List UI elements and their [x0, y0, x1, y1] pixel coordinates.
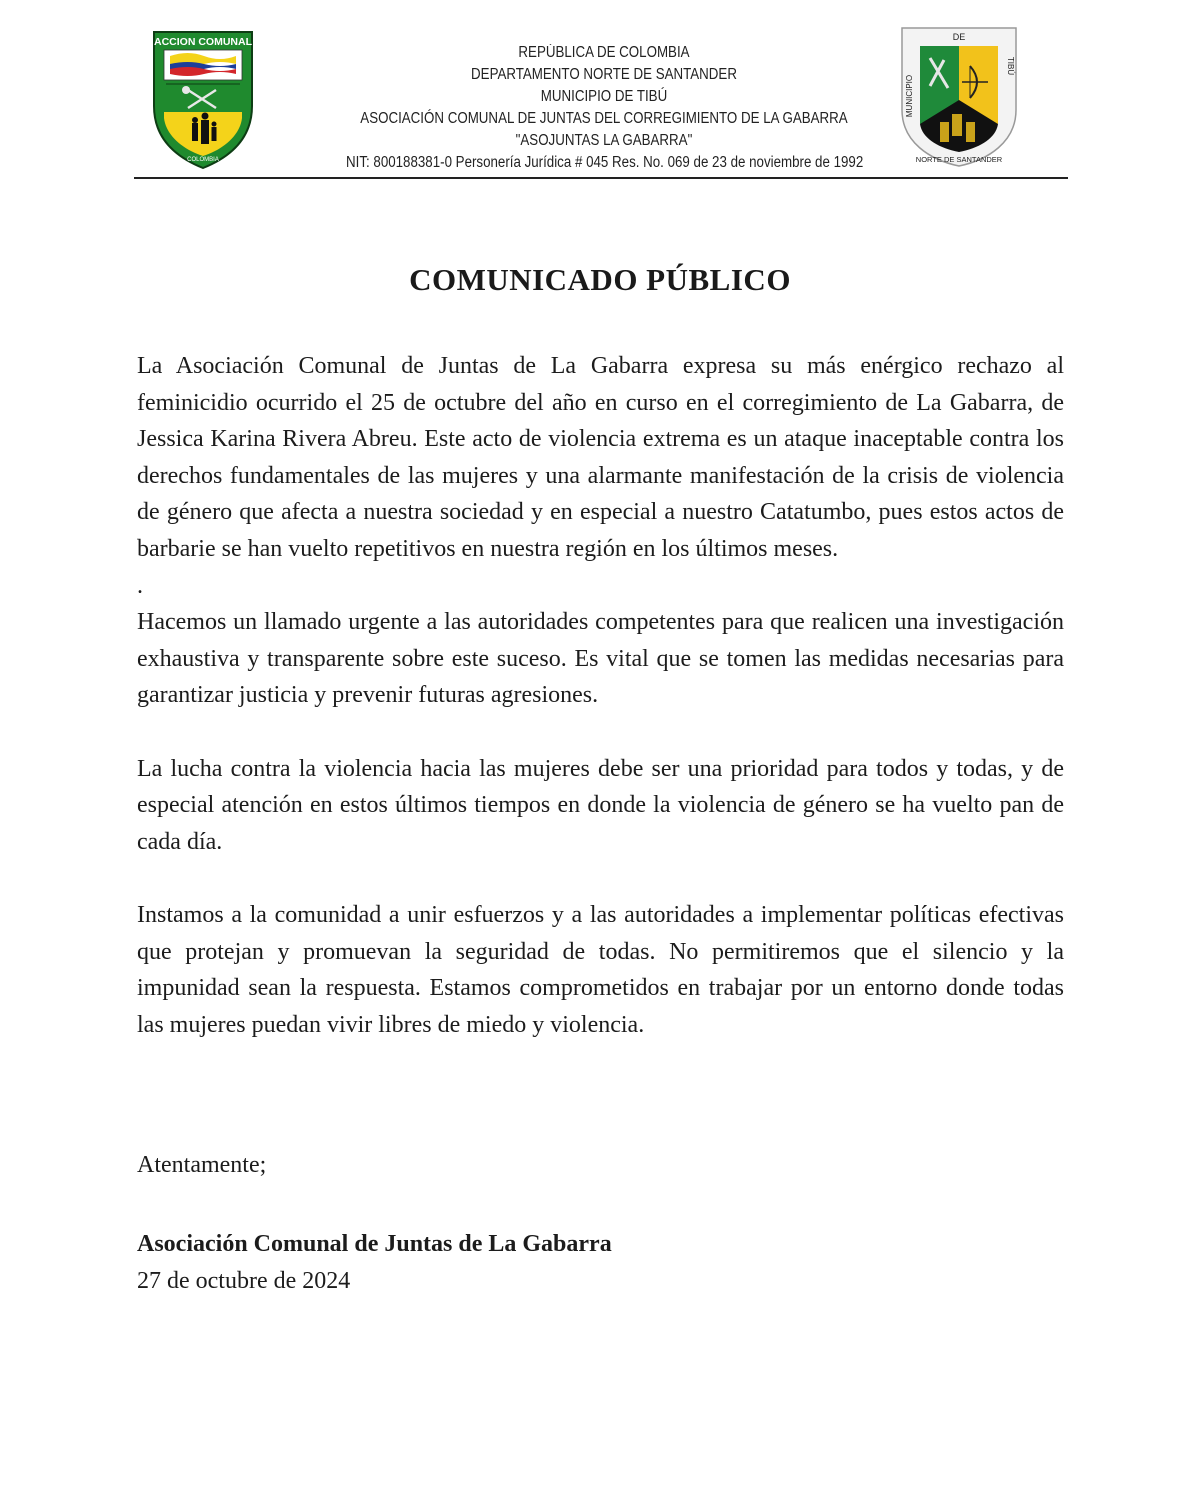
svg-text:MUNICIPIO: MUNICIPIO [905, 74, 914, 118]
header-line-municipality: MUNICIPIO DE TIBÚ [540, 88, 668, 105]
paragraph-4: Instamos a la comunidad a unir esfuerzos y a las autoridades a implementar políticas efectivas que protejan y promuevan la seguridad de todas. No permitiremos que el silencio y la impunidad sean la respuesta. Estamos comprometidos en trabajar por un entorno donde todas las mujeres puedan vivir libres de miedo y violencia. [137, 901, 1064, 1038]
paragraph-1: La Asociación Comunal de Juntas de La Gabarra expresa su más enérgico rechazo al feminicidio ocurrido el 25 de octubre del año en curso en el corregimiento de La Gabarra, de Jessica Karina Rivera Abreu. Este acto de violencia extrema es un ataque inaceptable contra los derechos fundamentales de las mujeres y una alarmante manifestación de la crisis de violencia de género que afecta a nuestra sociedad y en especial a nuestro Catatumbo, pues estos actos de barbarie se han vuelto repetitivos en nuestra región en los últimos meses. [137, 353, 1064, 562]
paragraph-3: La lucha contra la violencia hacia las mujeres debe ser una prioridad para todos y todas, y de especial atención en estos últimos tiempos en donde la violencia de género se ha vuelto pan de cada día. [137, 755, 1064, 855]
svg-text:COLOMBIA: COLOMBIA [187, 157, 219, 163]
header-line-nit: NIT: 800188381-0 Personería Jurídica # 045 Res. No. 069 de 23 de noviembre de 1992 [346, 154, 864, 171]
stray-period: . [137, 572, 143, 599]
closing-salutation: Atentamente; [137, 1152, 267, 1178]
header-line-country: REPÚBLICA DE COLOMBIA [518, 44, 690, 61]
document-title: COMUNICADO PÚBLICO [409, 262, 791, 297]
svg-text:TIBÚ: TIBÚ [1006, 56, 1015, 76]
header-line-association: ASOCIACIÓN COMUNAL DE JUNTAS DEL CORREGIMIENTO DE LA GABARRA [360, 110, 848, 127]
paragraph-2: Hacemos un llamado urgente a las autoridades competentes para que realicen una investigación exhaustiva y transparente sobre este suceso. Es vital que se tomen las medidas necesarias para garantizar justicia y prevenir futuras agresiones. [137, 609, 1064, 709]
signature-date: 27 de octubre de 2024 [137, 1268, 351, 1294]
municipio-tibu-shield-icon [900, 26, 1018, 168]
header-divider [134, 177, 1068, 179]
accion-comunal-shield-icon [150, 28, 256, 170]
header-line-acronym: "ASOJUNTAS LA GABARRA" [515, 132, 693, 149]
letterhead-text [346, 42, 862, 174]
document-body [137, 348, 1064, 1043]
signature-organization: Asociación Comunal de Juntas de La Gabarra [137, 1231, 612, 1257]
svg-text:NORTE DE SANTANDER: NORTE DE SANTANDER [915, 155, 1003, 164]
letterhead [134, 24, 1067, 178]
svg-text:ACCION COMUNAL: ACCION COMUNAL [154, 36, 252, 48]
svg-text:DE: DE [952, 32, 966, 42]
signature-block [137, 1226, 612, 1300]
header-line-department: DEPARTAMENTO NORTE DE SANTANDER [471, 66, 737, 83]
